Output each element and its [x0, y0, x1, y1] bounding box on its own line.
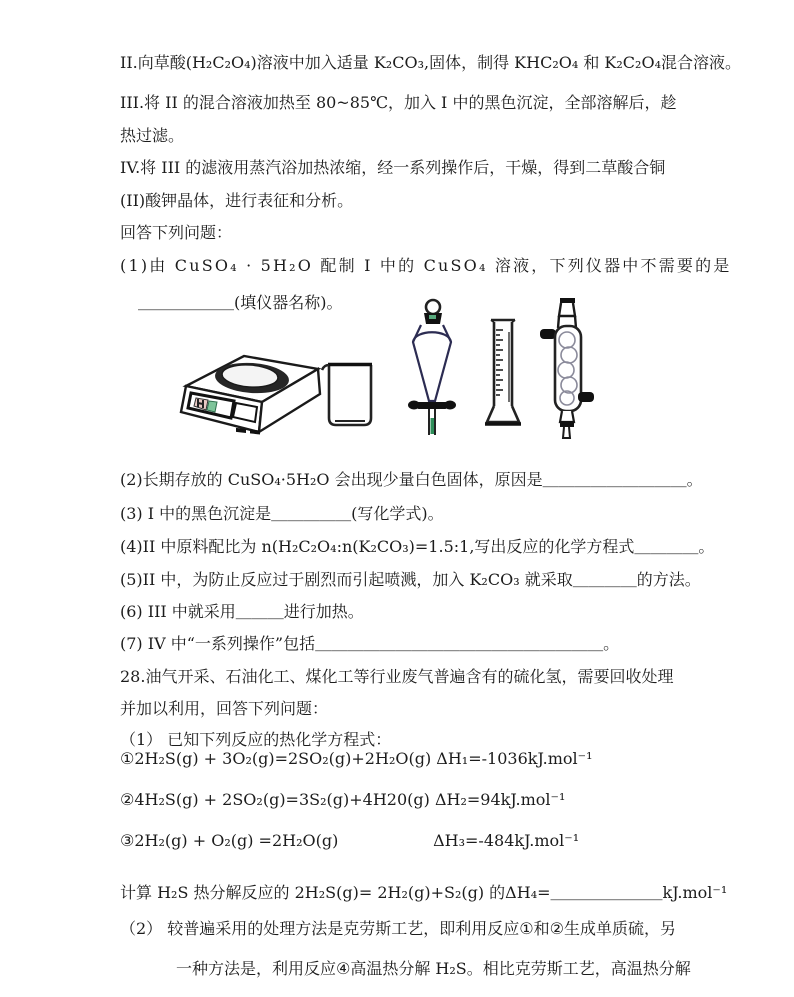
q27-answer-prompt: 回答下列问题：	[120, 223, 233, 242]
enthalpy-1-value: ΔH₁=-1036kJ.mol⁻¹	[436, 749, 593, 768]
condenser-image	[535, 296, 597, 444]
q28-intro-line2: 并加以利用，回答下列问题：	[120, 699, 329, 718]
thermo-equation-2	[120, 789, 565, 811]
q27-question-1-blank: ＿＿＿＿＿＿(填仪器名称)。	[138, 293, 343, 312]
q27-question-3: (3) I 中的黑色沉淀是＿＿＿＿＿(写化学式)。	[120, 504, 444, 523]
thermo-equation-3	[120, 830, 579, 852]
q28-part1-heading: （1） 已知下列反应的热化学方程式：	[120, 730, 392, 749]
q27-question-5: (5)II 中，为防止反应过于剧烈而引起喷溅，加入 K₂CO₃ 就采取＿＿＿＿的方法。	[120, 570, 701, 589]
q27-step-iv-line2: (II)酸钾晶体，进行表征和分析。	[120, 191, 354, 210]
equation-2-text: ②4H₂S(g) + 2SO₂(g)=3S₂(g)+4H20(g)	[120, 790, 430, 809]
q27-question-6: (6) III 中就采用＿＿＿进行加热。	[120, 602, 364, 621]
q27-step-iv-line1: IV.将 III 的滤液用蒸汽浴加热浓缩，经一系列操作后，干燥，得到二草酸合铜	[120, 158, 666, 177]
q27-step-ii: II.向草酸(H₂C₂O₄)溶液中加入适量 K₂CO₃,固体，制得 KHC₂O₄ 和 K₂C₂O₄混合溶液。	[120, 53, 741, 72]
thermo-equation-1	[120, 748, 592, 770]
apparatus-figure	[150, 294, 620, 446]
q28-part2-line2: 一种方法是，利用反应④高温热分解 H₂S。相比克劳斯工艺，高温热分解	[176, 959, 691, 978]
q27-question-2: (2)长期存放的 CuSO₄·5H₂O 会出现少量白色固体，原因是＿＿＿＿＿＿＿＿＿。	[120, 470, 703, 489]
q27-question-7: (7) IV 中“一系列操作”包括＿＿＿＿＿＿＿＿＿＿＿＿＿＿＿＿＿＿。	[120, 634, 620, 653]
q28-intro-line1: 28.油气开采、石油化工、煤化工等行业废气普遍含有的硫化氢，需要回收处理	[120, 667, 674, 686]
q27-question-4: (4)II 中原料配比为 n(H₂C₂O₄:n(K₂CO₃)=1.5:1,写出反应的化学方程式＿＿＿＿。	[120, 537, 715, 556]
equation-3-text: ③2H₂(g) + O₂(g) =2H₂O(g)	[120, 831, 339, 850]
q28-part2-line1: （2） 较普遍采用的处理方法是克劳斯工艺，即利用反应①和②生成单质硫，另	[120, 919, 676, 938]
q28-calc-line: 计算 H₂S 热分解反应的 2H₂S(g)= 2H₂(g)+S₂(g) 的ΔH₄=＿＿＿＿＿＿＿kJ.mol⁻¹	[120, 883, 728, 902]
electronic-balance-image	[170, 348, 325, 443]
graduated-cylinder-image	[482, 314, 524, 434]
beaker-image	[320, 356, 380, 434]
equation-1-text: ①2H₂S(g) + 3O₂(g)=2SO₂(g)+2H₂O(g)	[120, 749, 432, 768]
enthalpy-2-value: ΔH₂=94kJ.mol⁻¹	[434, 790, 566, 809]
q27-question-1-line1: (1)由 CuSO₄ · 5H₂O 配制 I 中的 CuSO₄ 溶液，下列仪器中不需要的是	[120, 256, 732, 275]
q27-step-iii-line1: III.将 II 的混合溶液加热至 80~85℃，加入 I 中的黑色沉淀，全部溶解后，趁	[120, 93, 677, 112]
separating-funnel-image	[398, 298, 463, 443]
q27-step-iii-line2: 热过滤。	[120, 126, 185, 145]
enthalpy-3-value: ΔH₃=-484kJ.mol⁻¹	[433, 831, 580, 850]
